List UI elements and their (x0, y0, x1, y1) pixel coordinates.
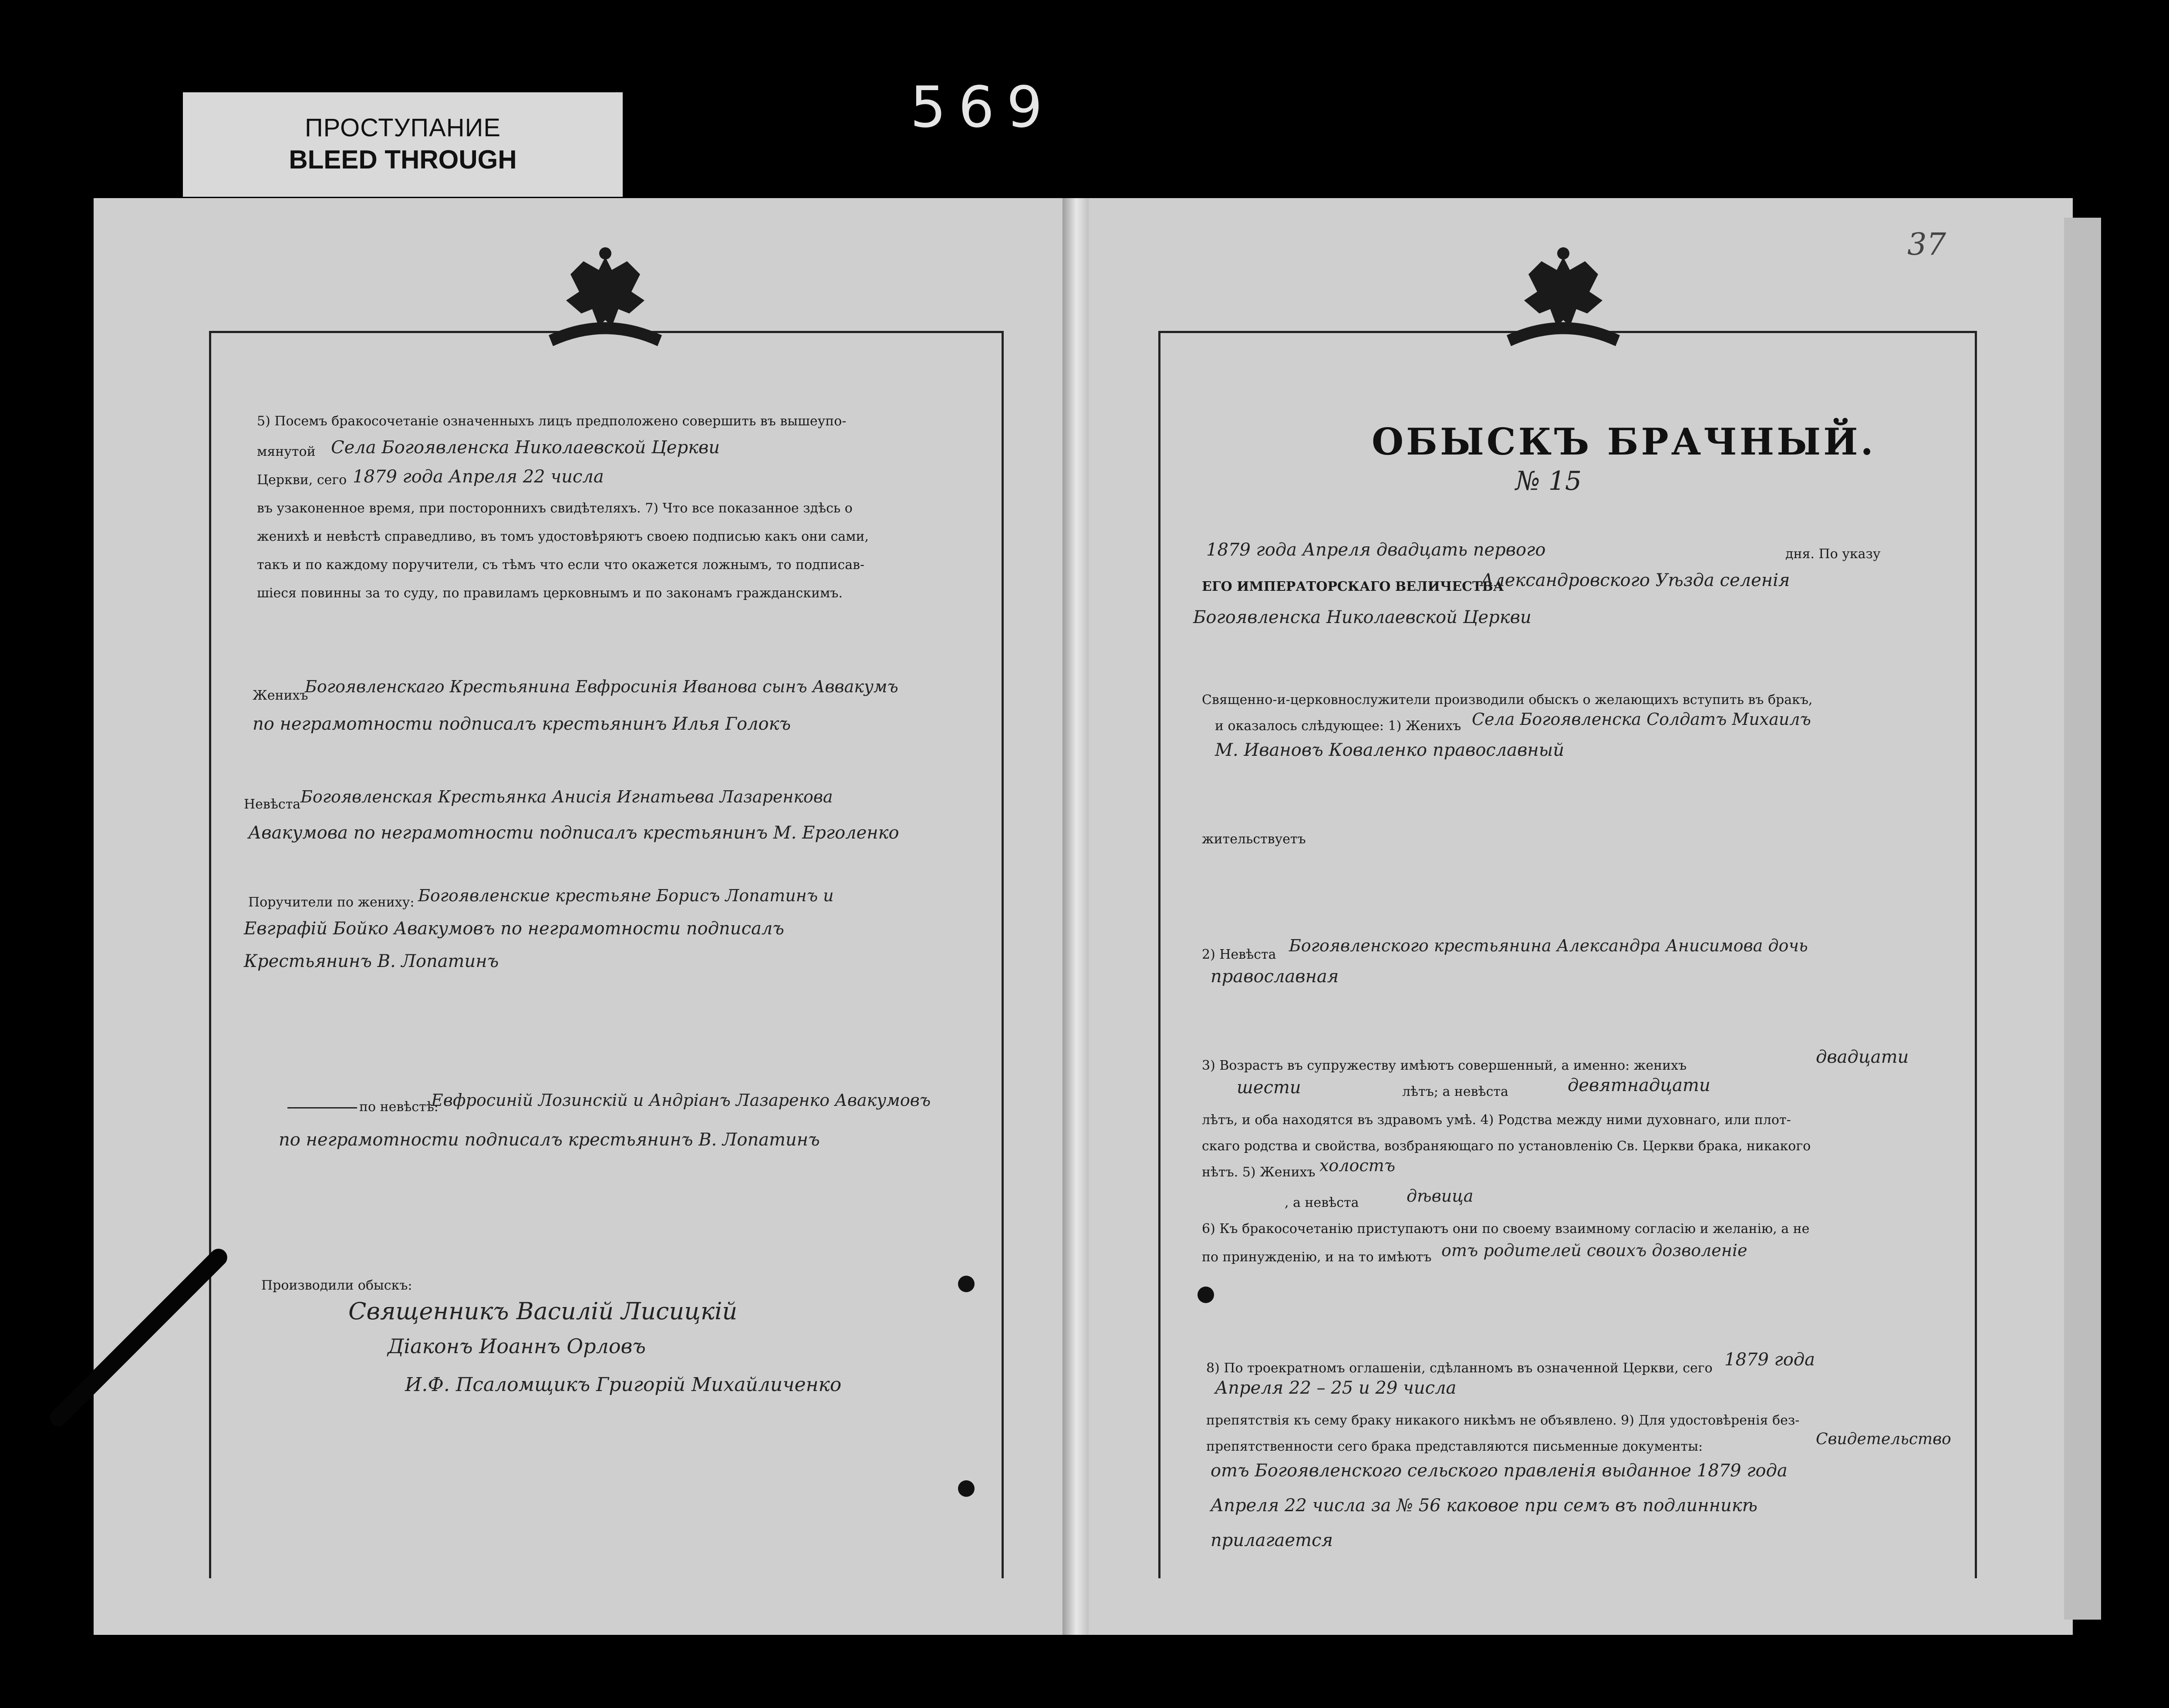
date-handwritten: 1879 года Апреля двадцать первого (1206, 540, 1546, 560)
document-title: ОБЫСКЪ БРАЧНЫЙ. (1372, 420, 1876, 463)
groom-sureties-line-1: Богоявленские крестьяне Борисъ Лопатинъ и (418, 886, 834, 905)
groom-age-handwritten-1: двадцати (1816, 1047, 1909, 1067)
consent-line-2-prefix: по принужденiю, и на то имѣютъ (1202, 1250, 1432, 1265)
paragraph-5-line-6: такъ и по каждому поручители, съ тѣмъ что если что окажется ложнымъ, то подписав- (257, 557, 865, 573)
psalmist-signature: И.Ф. Псаломщикъ Григорiй Михайличенко (405, 1374, 842, 1396)
bride-label-right: 2) Невѣста (1202, 947, 1276, 962)
investigation-conductors-label: Производили обыскъ: (261, 1278, 412, 1293)
age-line-3: лѣтъ, и оба находятся въ здравомъ умѣ. 4) Родства между ними духовнаго, или плот- (1202, 1112, 1791, 1128)
bleed-label-russian: ПРОСТУПАНИЕ (304, 114, 501, 142)
banns-line-4-prefix: препятственности сего брака представляются письменные документы: (1206, 1439, 1703, 1454)
majesty-line: ЕГО ИМПЕРАТОРСКАГО ВЕЛИЧЕСТВА (1202, 579, 1504, 594)
bride-sureties-line-2: по неграмотности подписалъ крестьянинъ В. Лопатинъ (279, 1130, 820, 1150)
groom-signature-line-2: по неграмотности подписалъ крестьянинъ Илья Голокъ (253, 714, 791, 734)
double-headed-eagle-emblem-left (540, 244, 671, 357)
clergy-line-1: Священно-и-церковнослужители производили обыскъ о желающихъ вступить въ бракъ, (1202, 692, 1813, 707)
bride-signature-line-1: Богоявленская Крестьянка Анисiя Игнатьева Лазаренкова (300, 787, 833, 806)
record-number (1515, 466, 1582, 496)
bride-signature-line-2: Авакумова по неграмотности подписалъ крестьянинъ М. Ерголенко (248, 823, 899, 843)
age-line-6-prefix: , а невѣста (1285, 1195, 1359, 1210)
groom-status-handwritten: холостъ (1319, 1156, 1396, 1175)
page-edge (2064, 218, 2101, 1620)
age-line-5-prefix: нѣтъ. 5) Женихъ (1202, 1165, 1316, 1180)
church-handwritten-line-1: Александровского Уѣзда селенiя (1481, 570, 1790, 590)
bride-sureties-label: по невѣстѣ: (359, 1099, 439, 1115)
bride-label: Невѣста (244, 797, 301, 812)
document-type-handwritten: Свидетельство (1816, 1430, 1951, 1448)
groom-name-handwritten: Села Богоявленска Солдатъ Михаилъ (1472, 710, 1811, 729)
residence-label: жительствуетъ (1202, 832, 1306, 847)
groom-name-handwritten-2: М. Ивановъ Коваленко православный (1215, 740, 1565, 760)
paragraph-5-line-7: шiеся повинны за то суду, по правиламъ церковнымъ и по законамъ гражданскимъ. (257, 586, 843, 601)
document-attached-handwritten: прилагается (1211, 1530, 1333, 1550)
paragraph-5-line-5: женихѣ и невѣстѣ справедливо, въ томъ удостовѣряютъ своею подписью какъ они сами, (257, 529, 869, 544)
ditto-rule (287, 1107, 357, 1108)
age-line-4: скаго родства и свойства, возбраняющаго по установленiю Св. Церкви брака, никакого (1202, 1139, 1811, 1154)
groom-label: Женихъ (253, 688, 308, 703)
consent-line-1: 6) Къ бракосочетанiю приступаютъ они по своему взаимному согласiю и желанiю, а не (1202, 1221, 1810, 1236)
groom-sureties-line-2: Евграфiй Бойко Авакумовъ по неграмотности подписалъ (244, 919, 784, 939)
document-source-handwritten: отъ Богоявленского сельского правленiя выданное 1879 года (1211, 1461, 1788, 1481)
bride-sureties-line-1: Евфросинiй Лозинскiй и Андрiанъ Лазаренко Авакумовъ (431, 1091, 931, 1110)
date-suffix: дня. По указу (1785, 546, 1881, 562)
number-sign: № (1515, 466, 1540, 496)
bleed-through-label (183, 92, 623, 197)
binding-hole (1198, 1287, 1214, 1303)
parental-consent-handwritten: отъ родителей своихъ дозволенiе (1441, 1241, 1747, 1260)
banns-dates-handwritten: Апреля 22 – 25 и 29 числа (1215, 1378, 1457, 1398)
banns-line-1-prefix: 8) По троекратномъ оглашенiи, сдѣланномъ въ означенной Церкви, сего (1206, 1361, 1713, 1376)
frame-number: 569 (910, 74, 1055, 140)
church-handwritten-line-2: Богоявленска Николаевской Церкви (1193, 607, 1531, 627)
priest-signature: Священникъ Василiй Лисицкiй (348, 1297, 738, 1325)
groom-age-handwritten-2: шести (1237, 1078, 1301, 1098)
groom-signature-line-1: Богоявленскаго Крестьянина Евфросинiя Иванова сынъ Аввакумъ (305, 677, 898, 696)
clergy-line-2-prefix: и оказалось слѣдующее: 1) Женихъ (1215, 718, 1461, 734)
paragraph-5-line-1: 5) Посемъ бракосочетанiе означенныхъ лицъ предположено совершить въ вышеупо- (257, 414, 847, 429)
banns-year-handwritten: 1879 года (1724, 1350, 1815, 1370)
bride-age-handwritten: девятнадцати (1568, 1075, 1710, 1095)
paragraph-5-line-3-prefix: Церкви, сего (257, 472, 347, 488)
church-name-handwritten: Села Богоявленска Николаевской Церкви (331, 438, 720, 458)
bleed-label-english: BLEED THROUGH (289, 145, 517, 174)
binding-hole (958, 1480, 975, 1497)
banns-line-3: препятствiя къ сему браку никакого никѣмъ не объявлено. 9) Для удостовѣренiя без- (1206, 1413, 1800, 1428)
bride-status-handwritten: дѣвица (1407, 1186, 1474, 1206)
number-value-handwritten: 15 (1548, 466, 1582, 496)
document-date-handwritten: Апреля 22 числа за № 56 каковое при семъ въ подлинникѣ (1211, 1496, 1757, 1516)
bride-name-handwritten: Богоявленского крестьянина Александра Анисимова дочь (1289, 936, 1808, 955)
double-headed-eagle-emblem-right (1498, 244, 1629, 357)
age-line-1: 3) Возрастъ въ супружеству имѣютъ совершенный, а именно: женихъ (1202, 1058, 1687, 1073)
marriage-date-handwritten: 1879 года Апреля 22 числа (353, 467, 604, 487)
paragraph-5-line-2-prefix: мянутой (257, 444, 316, 459)
folio-number: 37 (1907, 226, 1946, 262)
age-line-2: лѣтъ; а невѣста (1402, 1084, 1508, 1099)
deacon-signature: Дiаконъ Иоаннъ Орловъ (388, 1334, 646, 1358)
groom-sureties-line-3: Крестьянинъ В. Лопатинъ (244, 951, 499, 971)
paragraph-5-line-4: въ узаконенное время, при постороннихъ свидѣтеляхъ. 7) Что все показанное здѣсь о (257, 501, 853, 516)
binding-hole (958, 1276, 975, 1292)
groom-sureties-label: Поручители по жениху: (248, 895, 415, 910)
bride-faith-handwritten: православная (1211, 967, 1339, 987)
